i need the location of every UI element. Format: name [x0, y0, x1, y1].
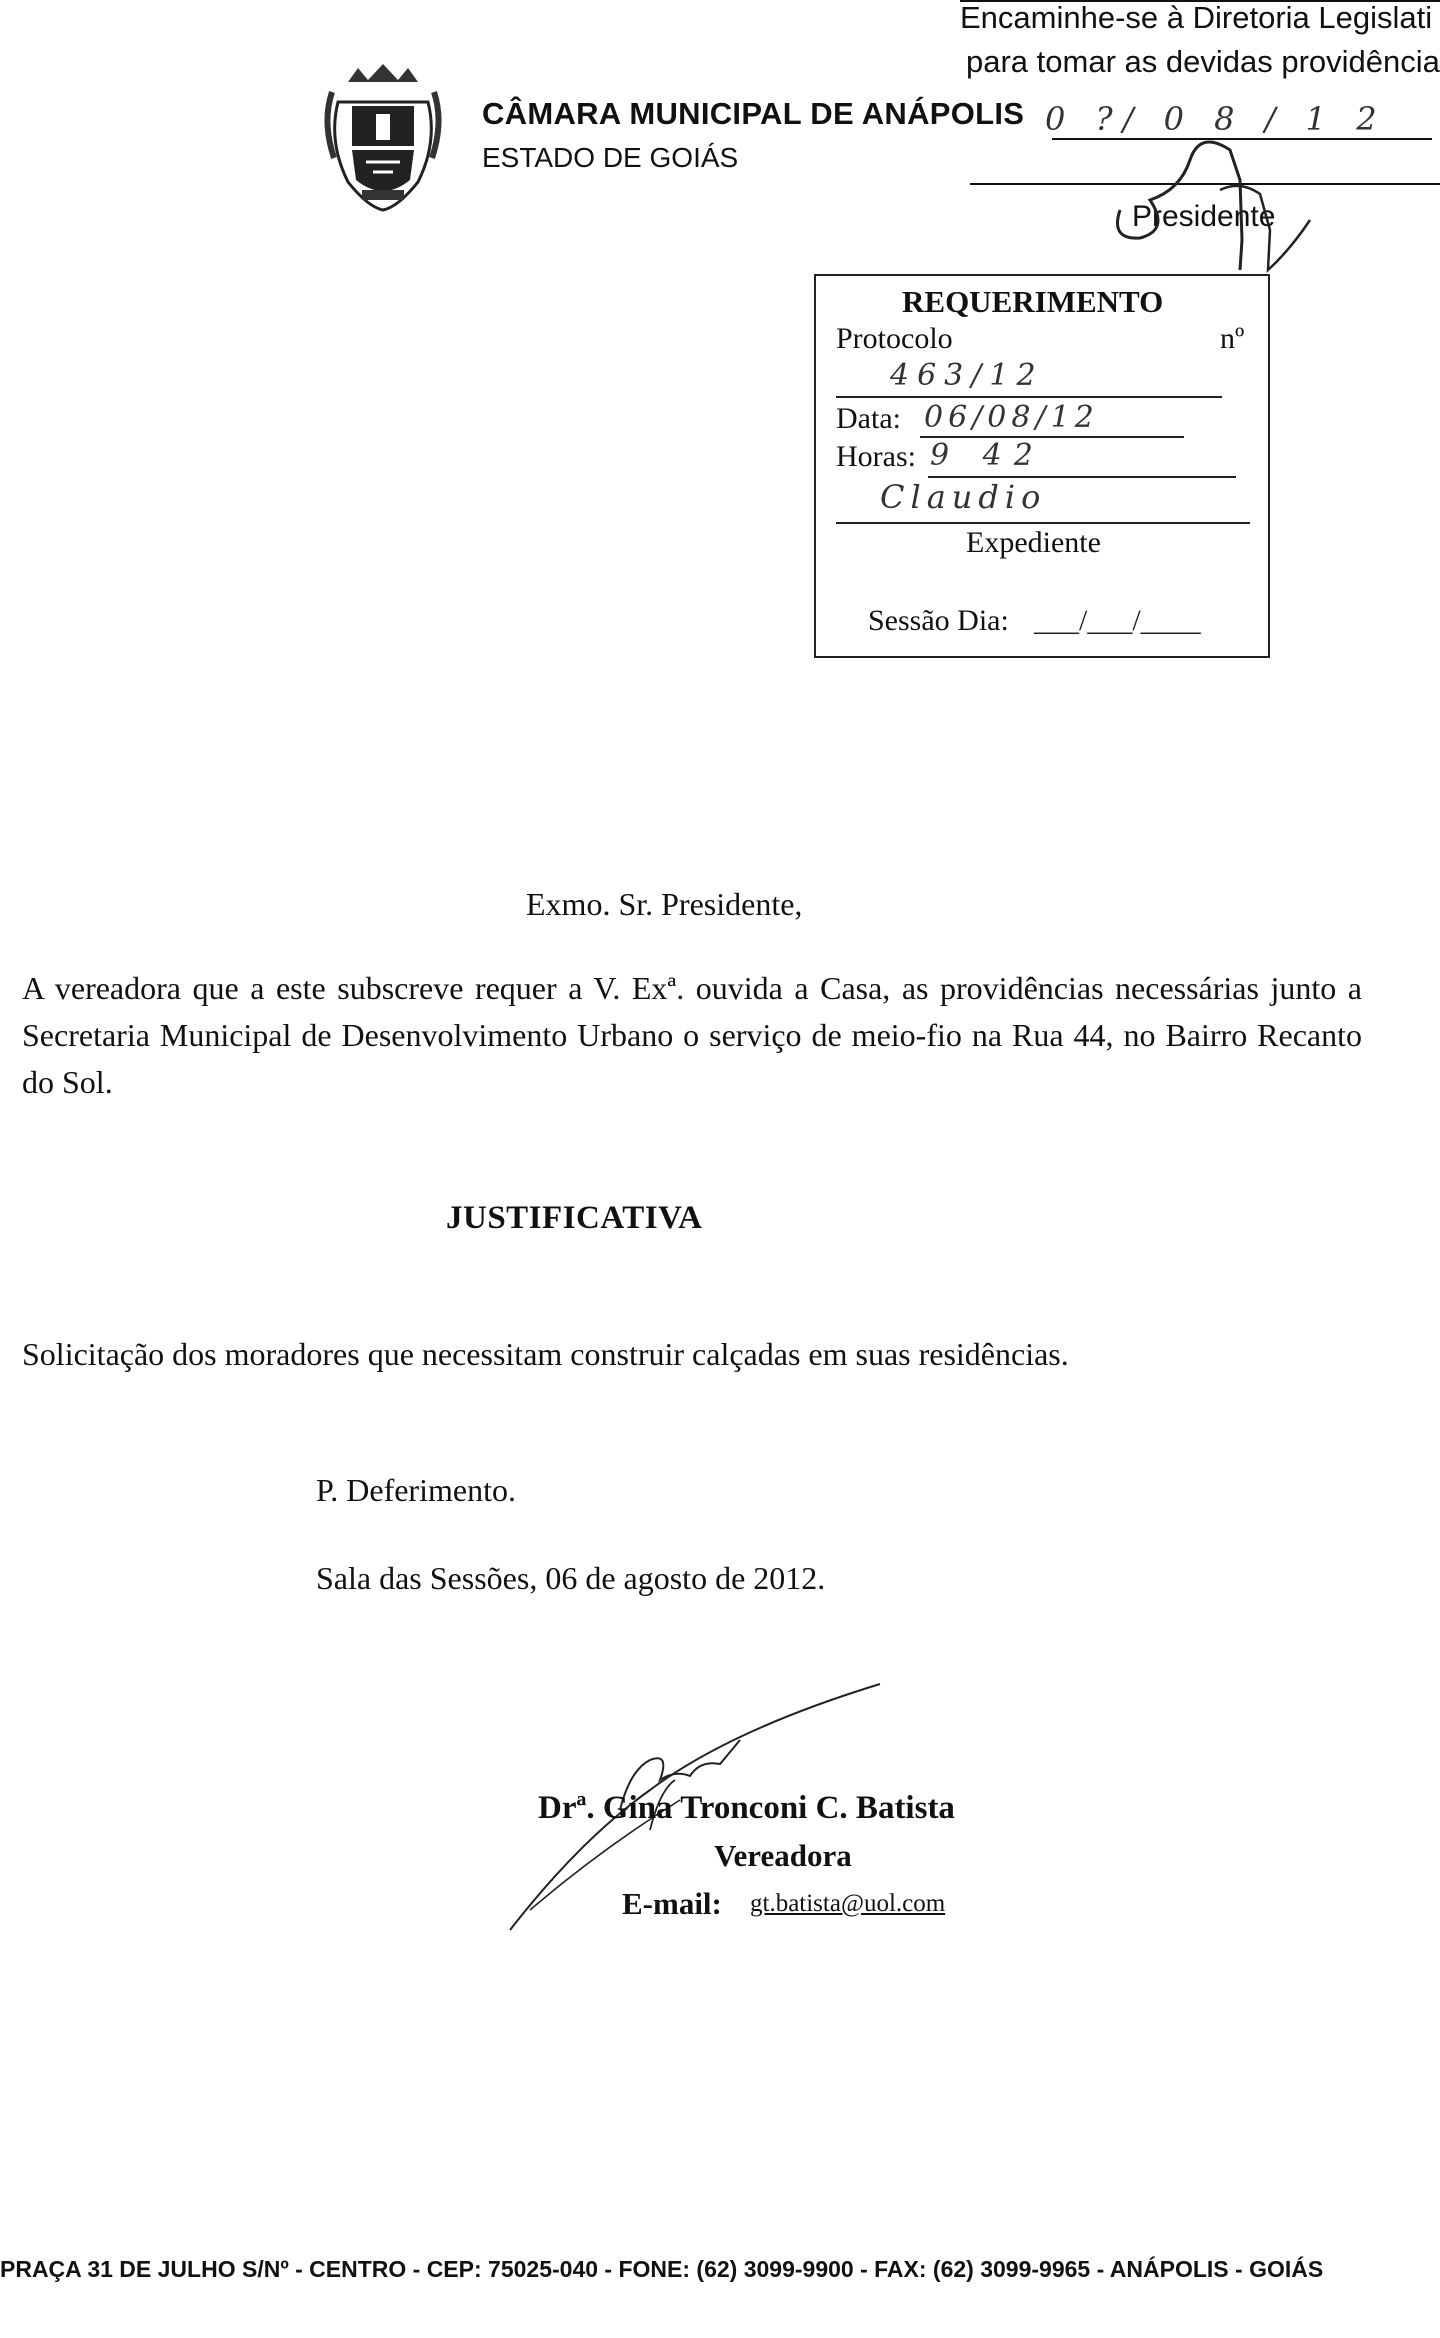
routing-date-handwritten: 0 ?/ 0 8 / 1 2	[1045, 100, 1387, 138]
closing: P. Deferimento.	[316, 1472, 516, 1508]
org-name: CÂMARA MUNICIPAL DE ANÁPOLIS	[482, 96, 1025, 131]
president-label: Presidente	[1132, 200, 1276, 233]
place-date: Sala das Sessões, 06 de agosto de 2012.	[316, 1560, 826, 1596]
justification-text: Solicitação dos moradores que necessitam construir calçadas em suas residências.	[22, 1336, 1069, 1372]
org-state: ESTADO DE GOIÁS	[482, 142, 739, 173]
sessao-blank: ___/___/____	[1034, 604, 1201, 637]
request-paragraph: A vereadora que a este subscreve requer a V. Exª. ouvida a Casa, as providências necessárias junto a Secretaria Municipal de Desenvolvimento Urbano o serviço de meio-fio na Rua 44, no Bairro Recanto do Sol.	[22, 970, 1362, 1100]
signer-name: Drª. Gina Tronconi C. Batista	[538, 1790, 955, 1826]
footer-address: PRAÇA 31 DE JULHO S/Nº - CENTRO - CEP: 75025-040 - FONE: (62) 3099-9900 - FAX: (62) 3099-9965 - ANÁPOLIS - GOIÁS	[0, 2256, 1324, 2282]
sessao-label: Sessão Dia:	[868, 604, 1009, 637]
routing-instruction-line1: Encaminhe-se à Diretoria Legislati	[960, 0, 1433, 35]
expediente-label: Expediente	[966, 526, 1101, 559]
request-title: REQUERIMENTO	[902, 284, 1164, 319]
protocolo-value: 463/12	[890, 358, 1044, 393]
signer-email-link[interactable]: gt.batista@uol.com	[750, 1890, 946, 1917]
justification-heading: JUSTIFICATIVA	[446, 1200, 703, 1236]
horas-value: 9 42	[930, 438, 1045, 473]
routing-instruction-line2: para tomar as devidas providência	[966, 44, 1440, 79]
signer-email-label: E-mail:	[622, 1886, 722, 1921]
data-label: Data:	[836, 402, 901, 435]
number-label: nº	[1220, 322, 1245, 355]
expediente-line	[836, 522, 1250, 524]
protocolo-line	[836, 396, 1222, 398]
municipal-crest-icon	[318, 62, 448, 212]
greeting: Exmo. Sr. Presidente,	[526, 886, 803, 922]
protocolo-label: Protocolo	[836, 322, 953, 355]
data-value: 06/08/12	[924, 400, 1099, 435]
signer-role: Vereadora	[714, 1838, 852, 1873]
expediente-signature: Claudio	[880, 478, 1047, 516]
horas-label: Horas:	[836, 440, 916, 473]
